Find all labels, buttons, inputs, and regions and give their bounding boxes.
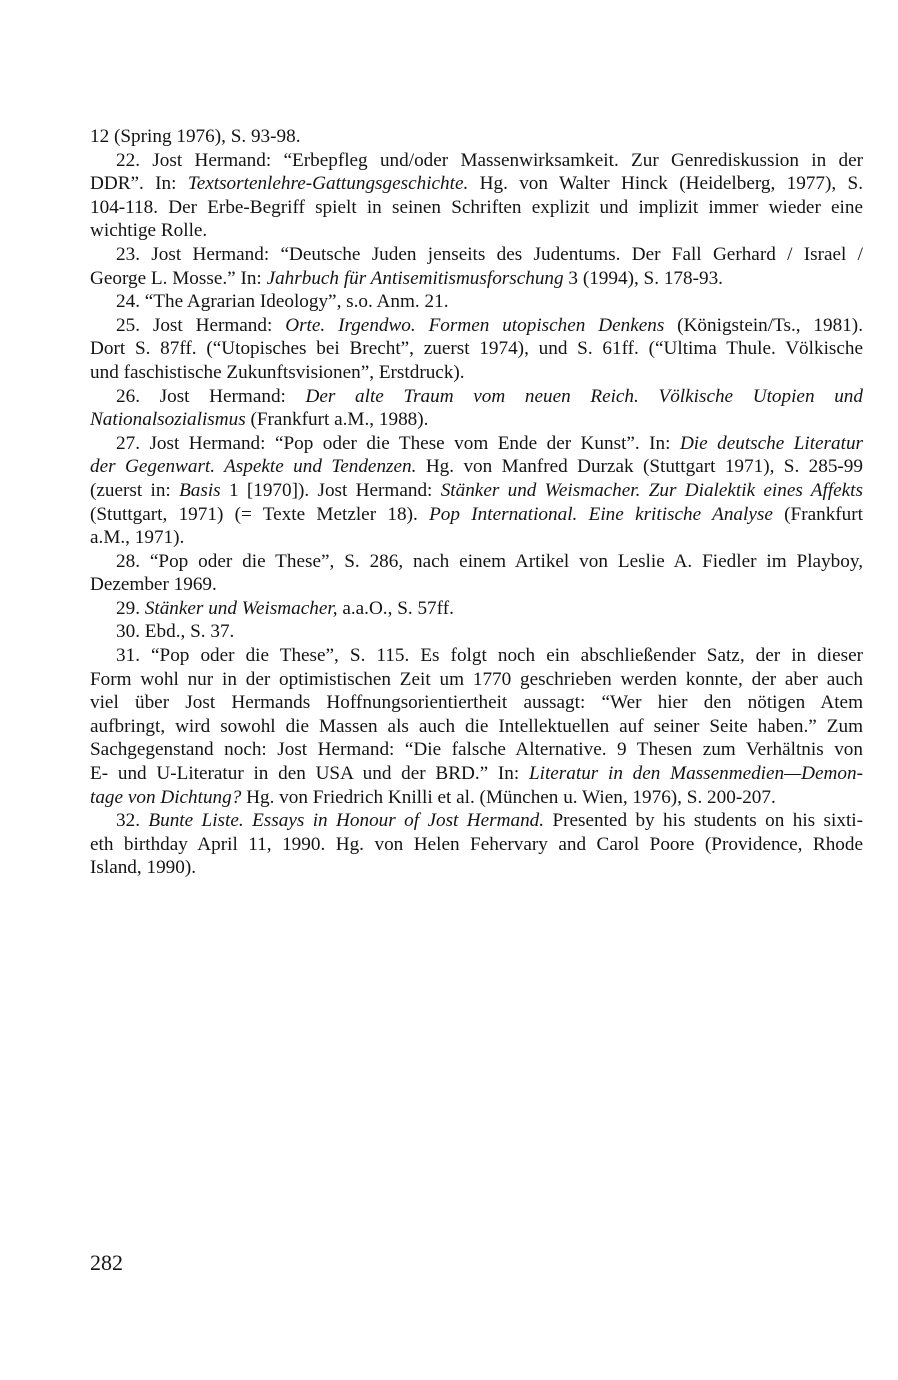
note-text: (Königstein/Ts., 1981). bbox=[664, 314, 863, 336]
italic-title-text: Basis bbox=[179, 479, 221, 501]
italic-title-text: Literatur in den Massenmedien—Demon- bbox=[528, 763, 863, 785]
note-text: wichtige Rolle. bbox=[90, 220, 208, 242]
endnote-22 bbox=[90, 149, 863, 243]
endnote-26 bbox=[90, 385, 863, 432]
note-line bbox=[90, 715, 863, 739]
italic-title-text: Orte. Irgendwo. Formen utopischen Denkens bbox=[285, 314, 665, 336]
note-text: Dezember 1969. bbox=[90, 574, 217, 596]
note-line bbox=[90, 219, 863, 243]
note-line bbox=[90, 620, 863, 644]
note-text: Sachgegenstand noch: Jost Hermand: “Die falsche Alternative. 9 Thesen zum Verhältnis von bbox=[90, 739, 863, 761]
note-text: Hg. von Walter Hinck (Heidelberg, 1977), S. bbox=[468, 173, 863, 195]
italic-title-text: Der alte Traum vom neuen Reich. Völkische Utopien und bbox=[305, 385, 863, 407]
note-line bbox=[90, 337, 863, 361]
note-line bbox=[90, 243, 863, 267]
note-line bbox=[90, 408, 863, 432]
note-line bbox=[90, 597, 863, 621]
endnote-28 bbox=[90, 550, 863, 597]
page-number: 282 bbox=[90, 1250, 123, 1275]
endnote-31 bbox=[90, 644, 863, 809]
note-line bbox=[90, 738, 863, 762]
note-line bbox=[90, 856, 863, 880]
note-line bbox=[90, 290, 863, 314]
note-text: 32. bbox=[116, 810, 149, 832]
note-text: 23. Jost Hermand: “Deutsche Juden jenseits des Judentums. Der Fall Gerhard / Israel / bbox=[116, 243, 863, 265]
note-text: 26. Jost Hermand: bbox=[116, 385, 306, 407]
note-line bbox=[90, 668, 863, 692]
note-text: viel über Jost Hermands Hoffnungsorientiertheit aussagt: “Wer hier den nötigen Atem bbox=[90, 692, 863, 714]
note-line bbox=[90, 503, 863, 527]
note-text: Island, 1990). bbox=[90, 857, 197, 879]
note-line bbox=[90, 267, 863, 291]
note-text: DDR”. In: bbox=[90, 173, 188, 195]
italic-title-text: der Gegenwart. Aspekte und Tendenzen. bbox=[90, 456, 417, 478]
note-line bbox=[90, 455, 863, 479]
notes-body bbox=[90, 125, 863, 880]
note-text: 24. “The Agrarian Ideology”, s.o. Anm. 21. bbox=[116, 291, 449, 313]
note-text: 1 [1970]). Jost Hermand: bbox=[220, 479, 441, 501]
note-line bbox=[90, 644, 863, 668]
note-line bbox=[90, 432, 863, 456]
note-text: 22. Jost Hermand: “Erbepfleg und/oder Massenwirksamkeit. Zur Genrediskussion in der bbox=[116, 149, 863, 171]
note-text: (zuerst in: bbox=[90, 479, 180, 501]
note-line bbox=[90, 573, 863, 597]
italic-title-text: Die deutsche Literatur bbox=[679, 432, 864, 454]
note-text: a.M., 1971). bbox=[90, 527, 185, 549]
endnote-29 bbox=[90, 597, 863, 621]
endnote-23 bbox=[90, 243, 863, 290]
note-text: 27. Jost Hermand: “Pop oder die These vom Ende der Kunst”. In: bbox=[116, 432, 680, 454]
note-text: 104-118. Der Erbe-Begriff spielt in seinen Schriften explizit und implizit immer wieder eine bbox=[90, 196, 863, 218]
note-text: (Frankfurt a.M., 1988). bbox=[245, 409, 429, 431]
note-line bbox=[90, 691, 863, 715]
note-text: (Stuttgart, 1971) (= Texte Metzler 18). bbox=[90, 503, 430, 525]
italic-title-text: Jahrbuch für Antisemitismusforschung bbox=[266, 267, 564, 289]
note-text: George L. Mosse.” In: bbox=[90, 267, 267, 289]
note-text: Hg. von Friedrich Knilli et al. (München u. Wien, 1976), S. 200-207. bbox=[241, 786, 776, 808]
note-line bbox=[90, 196, 863, 220]
note-text: Hg. von Manfred Durzak (Stuttgart 1971), S. 285-99 bbox=[416, 456, 863, 478]
italic-title-text: Bunte Liste. Essays in Honour of Jost Hermand. bbox=[148, 810, 545, 832]
note-line bbox=[90, 172, 863, 196]
italic-title-text: Nationalsozialismus bbox=[90, 409, 246, 431]
note-line bbox=[90, 550, 863, 574]
note-text: eth birthday April 11, 1990. Hg. von Helen Fehervary and Carol Poore (Providence, Rhode bbox=[90, 833, 863, 855]
note-continuation bbox=[90, 125, 863, 149]
endnote-30 bbox=[90, 620, 863, 644]
note-line bbox=[90, 479, 863, 503]
endnote-24 bbox=[90, 290, 863, 314]
note-text: a.a.O., S. 57ff. bbox=[337, 597, 454, 619]
italic-title-text: Stänker und Weismacher, bbox=[144, 597, 338, 619]
note-text: E- und U-Literatur in den USA und der BRD.” In: bbox=[90, 763, 529, 785]
note-line bbox=[90, 361, 863, 385]
note-text: Form wohl nur in der optimistischen Zeit um 1770 geschrieben werden konnte, der aber auch bbox=[90, 668, 863, 690]
note-line bbox=[90, 526, 863, 550]
note-line bbox=[90, 833, 863, 857]
note-text: Presented by his students on his sixti- bbox=[544, 810, 863, 832]
note-text: 31. “Pop oder die These”, S. 115. Es folgt noch ein abschließender Satz, der in dieser bbox=[116, 645, 863, 667]
note-line bbox=[90, 149, 863, 173]
endnote-25 bbox=[90, 314, 863, 385]
note-text: (Frankfurt bbox=[772, 503, 863, 525]
note-text: 30. Ebd., S. 37. bbox=[116, 621, 235, 643]
note-text: Dort S. 87ff. (“Utopisches bei Brecht”, zuerst 1974), und S. 61ff. (“Ultima Thule. Völkische bbox=[90, 338, 863, 360]
note-line bbox=[90, 125, 863, 149]
italic-title-text: Pop International. Eine kritische Analyse bbox=[429, 503, 773, 525]
note-text: 28. “Pop oder die These”, S. 286, nach einem Artikel von Leslie A. Fiedler im Playboy, bbox=[116, 550, 863, 572]
note-line bbox=[90, 809, 863, 833]
note-line bbox=[90, 314, 863, 338]
italic-title-text: tage von Dichtung? bbox=[90, 786, 242, 808]
endnote-27 bbox=[90, 432, 863, 550]
note-text: und faschistische Zukunftsvisionen”, Erstdruck). bbox=[90, 361, 465, 383]
note-line bbox=[90, 786, 863, 810]
italic-title-text: Textsortenlehre-Gattungsgeschichte. bbox=[187, 173, 469, 195]
note-line bbox=[90, 762, 863, 786]
note-text: aufbringt, wird sowohl die Massen als auch die Intellektuellen auf seiner Seite haben.” Zum bbox=[90, 715, 863, 737]
note-text: 3 (1994), S. 178-93. bbox=[563, 267, 723, 289]
note-line bbox=[90, 385, 863, 409]
note-text: 12 (Spring 1976), S. 93-98. bbox=[90, 126, 301, 147]
italic-title-text: Stänker und Weismacher. Zur Dialektik eines Affekts bbox=[440, 479, 863, 501]
endnote-32 bbox=[90, 809, 863, 880]
note-text: 29. bbox=[116, 597, 145, 619]
note-text: 25. Jost Hermand: bbox=[116, 314, 286, 336]
